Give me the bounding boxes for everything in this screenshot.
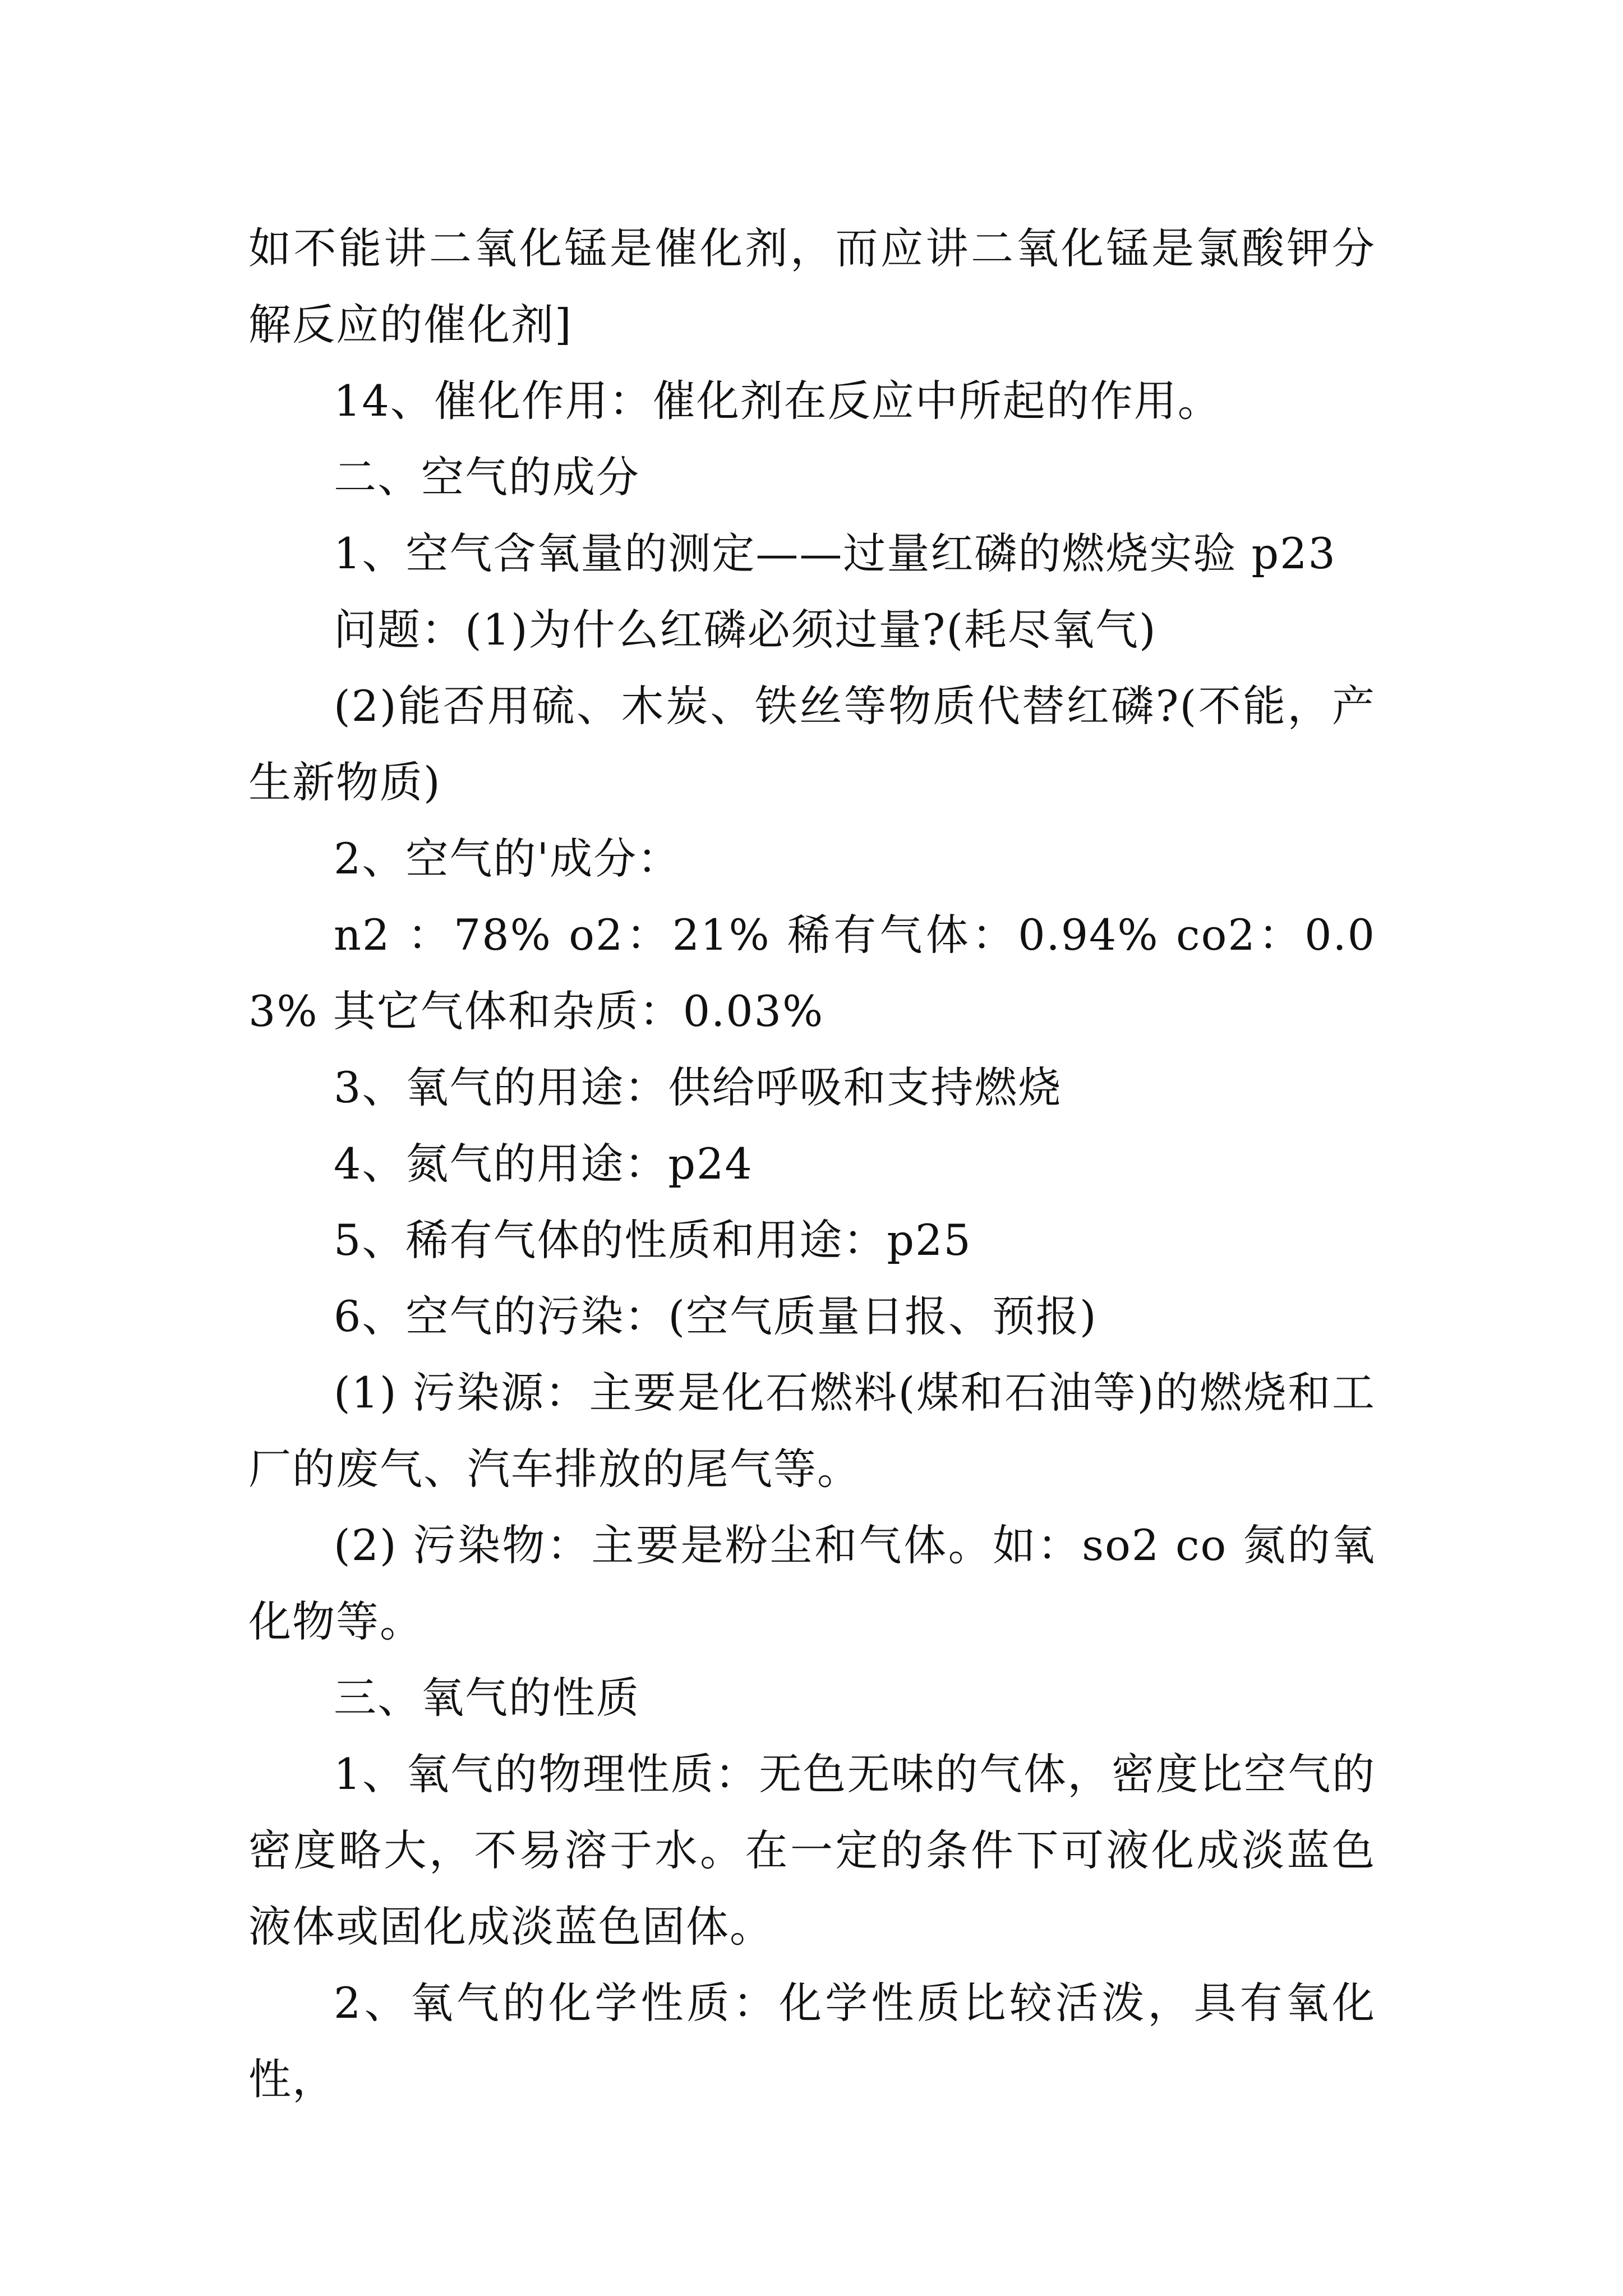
paragraph-question-1: 问题：(1)为什么红磷必须过量?(耗尽氧气) <box>334 605 1157 655</box>
paragraph-air-components-title: 2、空气的'成分： <box>334 834 681 884</box>
paragraph-nitrogen-uses: 4、氮气的用途：p24 <box>334 1139 753 1189</box>
section-heading-air-composition: 二、空气的成分 <box>334 452 640 502</box>
paragraph-oxygen-uses: 3、氧气的用途：供给呼吸和支持燃烧 <box>334 1062 1062 1112</box>
section-heading-oxygen-properties: 三、氧气的性质 <box>334 1673 640 1723</box>
document-body <box>248 210 1376 2118</box>
paragraph-physical-properties: 1、氧气的物理性质：无色无味的气体，密度比空气的密度略大，不易溶于水。在一定的条件下可液化成淡蓝色液体或固化成淡蓝色固体。 <box>248 1749 1376 1952</box>
paragraph-pollution-source: (1) 污染源：主要是化石燃料(煤和石油等)的燃烧和工厂的废气、汽车排放的尾气等。 <box>248 1368 1376 1494</box>
paragraph-oxygen-measurement: 1、空气含氧量的测定——过量红磷的燃烧实验 p23 <box>334 528 1336 578</box>
paragraph-chemical-properties: 2、氧气的化学性质：化学性质比较活泼，具有氧化性， <box>248 1978 1376 2104</box>
paragraph-pollutants: (2) 污染物：主要是粉尘和气体。如：so2 co 氮的氧化物等。 <box>248 1520 1376 1646</box>
paragraph-air-components: n2 ：78% o2：21% 稀有气体：0.94% co2：0.03% 其它气体和杂质：0.03% <box>248 910 1376 1036</box>
paragraph-air-pollution: 6、空气的污染：(空气质量日报、预报) <box>334 1291 1098 1341</box>
paragraph-catalysis: 14、催化作用：催化剂在反应中所起的作用。 <box>334 376 1221 426</box>
paragraph-catalyst-note: 如不能讲二氧化锰是催化剂，而应讲二氧化锰是氯酸钾分解反应的催化剂] <box>248 223 1376 349</box>
paragraph-noble-gas: 5、稀有气体的性质和用途：p25 <box>334 1215 972 1265</box>
paragraph-question-2: (2)能否用硫、木炭、铁丝等物质代替红磷?(不能，产生新物质) <box>248 681 1376 807</box>
